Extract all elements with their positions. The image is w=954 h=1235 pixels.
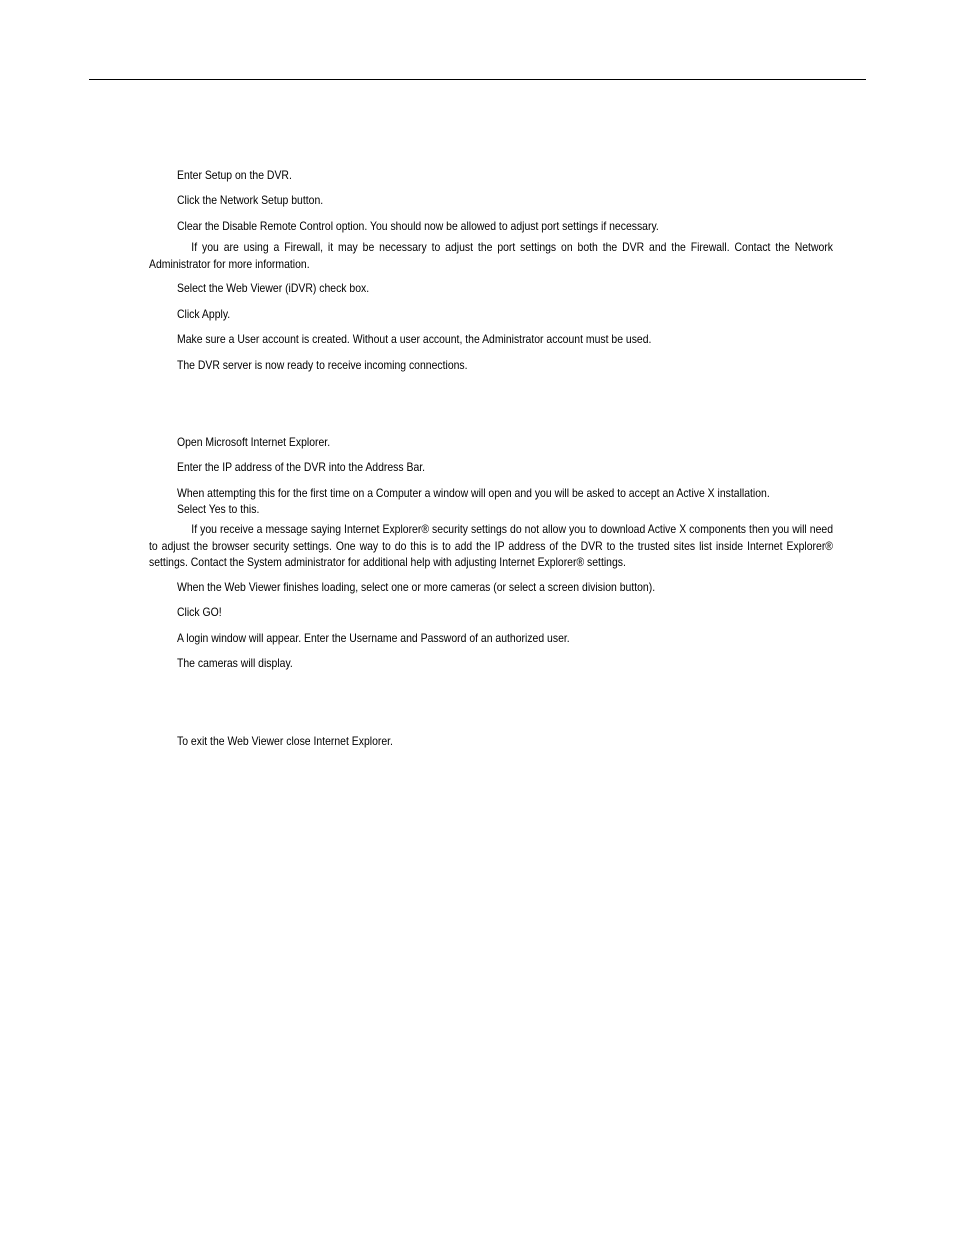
setup-step-1: Enter Setup on the DVR.: [177, 169, 292, 182]
connect-step-5: Click GO!: [177, 606, 222, 619]
connect-step-6: A login window will appear. Enter the Username and Password of an authorized user.: [177, 632, 570, 645]
setup-step-5: Click Apply.: [177, 308, 231, 321]
exit-step: To exit the Web Viewer close Internet Explorer.: [177, 735, 393, 748]
setup-step-2: Click the Network Setup button.: [177, 194, 324, 207]
setup-step-4: Select the Web Viewer (iDVR) check box.: [177, 282, 370, 295]
setup-step-7: The DVR server is now ready to receive incoming connections.: [177, 359, 468, 372]
connect-step-1: Open Microsoft Internet Explorer.: [177, 436, 331, 449]
connect-step-4: When the Web Viewer finishes loading, select one or more cameras (or select a screen division button).: [177, 581, 656, 594]
connect-step-7: The cameras will display.: [177, 657, 293, 670]
firewall-note: If you are using a Firewall, it may be necessary to adjust the port settings on both the DVR and the Firewall. Contact the Network Administrator for more information.: [149, 241, 834, 271]
connect-step-3-cont: Select Yes to this.: [177, 503, 260, 516]
connect-step-2: Enter the IP address of the DVR into the Address Bar.: [177, 461, 426, 474]
setup-step-3: Clear the Disable Remote Control option. You should now be allowed to adjust port settings if necessary.: [177, 220, 659, 233]
header-rule: [89, 79, 866, 80]
security-note: If you receive a message saying Internet Explorer® security settings do not allow you to download Active X components then you will need to adjust the browser security settings. One way to do this is to add the IP address of the DVR to the trusted sites list inside Internet Explorer® settings. Contact the System administrator for additional help with adjusting Internet Explorer® settings.: [149, 523, 834, 569]
setup-step-6: Make sure a User account is created. Without a user account, the Administrator account must be used.: [177, 333, 652, 346]
connect-step-3: When attempting this for the first time on a Computer a window will open and you will be asked to accept an Active X installation.: [177, 487, 770, 500]
